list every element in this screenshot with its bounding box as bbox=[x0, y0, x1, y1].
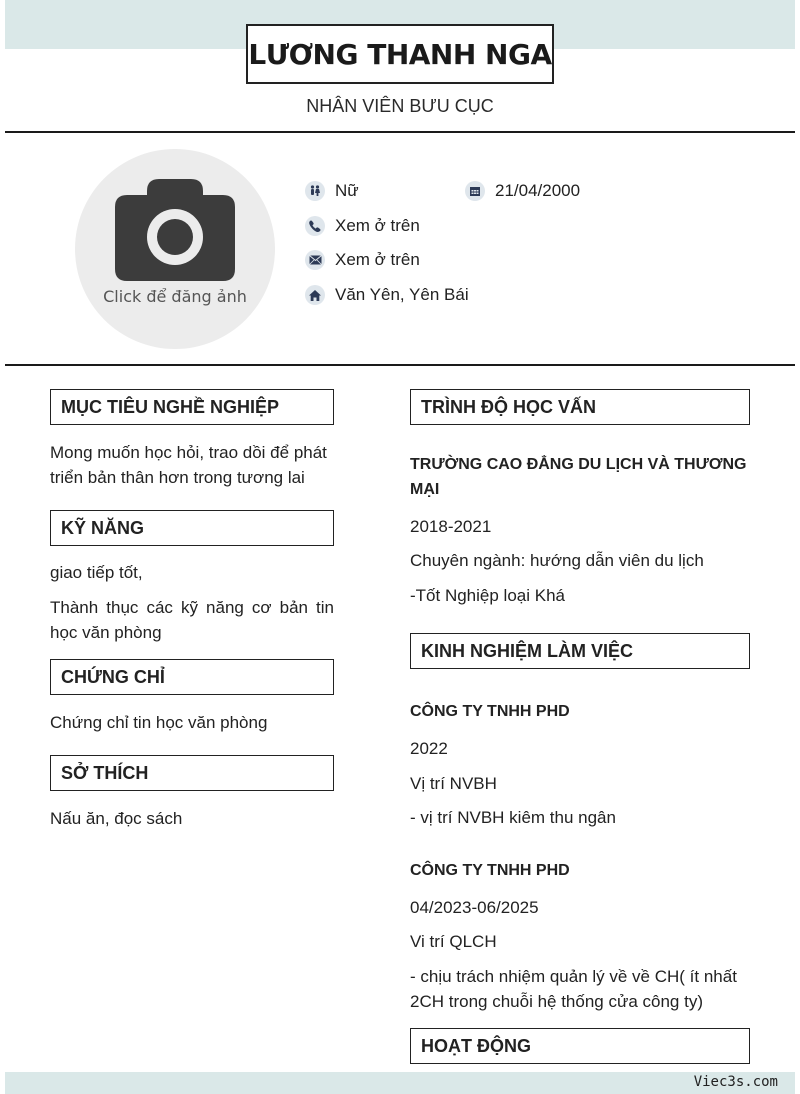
birthdate-value: 21/04/2000 bbox=[495, 181, 581, 200]
avatar-upload[interactable] bbox=[75, 149, 275, 349]
certificates-heading: CHỨNG CHỈ bbox=[50, 659, 334, 695]
home-icon bbox=[305, 285, 325, 305]
objective-text: Mong muốn học hỏi, trao dồi để phát triển bản thân hơn trong tương lai bbox=[50, 443, 327, 487]
calendar-icon bbox=[465, 181, 485, 201]
divider-top bbox=[5, 131, 795, 133]
address-row bbox=[305, 283, 469, 307]
skills-heading: KỸ NĂNG bbox=[50, 510, 334, 546]
experience-heading: KINH NGHIỆM LÀM VIỆC bbox=[410, 633, 750, 669]
activities-heading: HOẠT ĐỘNG bbox=[410, 1028, 750, 1064]
address-value: Văn Yên, Yên Bái bbox=[335, 285, 469, 304]
job-1-period: 2022 bbox=[410, 739, 448, 758]
education-major: Chuyên ngành: hướng dẫn viên du lịch bbox=[410, 551, 704, 570]
objective-heading: MỤC TIÊU NGHỀ NGHIỆP bbox=[50, 389, 334, 425]
camera-icon bbox=[75, 149, 275, 349]
avatar-upload-label: Click để đăng ảnh bbox=[103, 287, 247, 306]
job-2-period: 04/2023-06/2025 bbox=[410, 898, 539, 917]
certificates-text: Chứng chỉ tin học văn phòng bbox=[50, 713, 268, 732]
gender-value: Nữ bbox=[335, 181, 359, 200]
email-row bbox=[305, 248, 420, 272]
gender-row bbox=[305, 179, 359, 203]
divider-middle bbox=[5, 364, 795, 366]
phone-icon bbox=[305, 216, 325, 236]
skill-item-1: giao tiếp tốt, bbox=[50, 563, 143, 582]
gender-icon bbox=[305, 181, 325, 201]
job-2-detail: - chịu trách nhiệm quản lý về về CH( ít nhất 2CH trong chuỗi hệ thống cửa công ty) bbox=[410, 967, 737, 1011]
bottom-band bbox=[5, 1072, 795, 1094]
job-1-company: CÔNG TY TNHH PHD bbox=[410, 703, 570, 720]
candidate-name: LƯƠNG THANH NGA bbox=[248, 37, 552, 71]
skill-item-2: Thành thục các kỹ năng cơ bản tin học văn phòng bbox=[50, 598, 334, 642]
envelope-icon bbox=[305, 250, 325, 270]
job-1-position: Vị trí NVBH bbox=[410, 774, 497, 793]
education-heading: TRÌNH ĐỘ HỌC VẤN bbox=[410, 389, 750, 425]
education-result: -Tốt Nghiệp loại Khá bbox=[410, 586, 565, 605]
education-school: TRƯỜNG CAO ĐẲNG DU LỊCH VÀ THƯƠNG MẠI bbox=[410, 456, 747, 498]
footer-brand[interactable]: Viec3s.com bbox=[693, 1074, 778, 1090]
phone-value: Xem ở trên bbox=[335, 216, 420, 235]
birthdate-row bbox=[465, 179, 580, 203]
email-value: Xem ở trên bbox=[335, 250, 420, 269]
job-1-detail: - vị trí NVBH kiêm thu ngân bbox=[410, 808, 616, 827]
job-title: NHÂN VIÊN BƯU CỤC bbox=[306, 96, 494, 116]
name-box bbox=[246, 24, 554, 84]
job-2-position: Vi trí QLCH bbox=[410, 932, 497, 951]
education-period: 2018-2021 bbox=[410, 517, 492, 536]
hobbies-text: Nấu ăn, đọc sách bbox=[50, 809, 183, 828]
phone-row bbox=[305, 214, 420, 238]
hobbies-heading: SỞ THÍCH bbox=[50, 755, 334, 791]
job-2-company: CÔNG TY TNHH PHD bbox=[410, 862, 570, 879]
